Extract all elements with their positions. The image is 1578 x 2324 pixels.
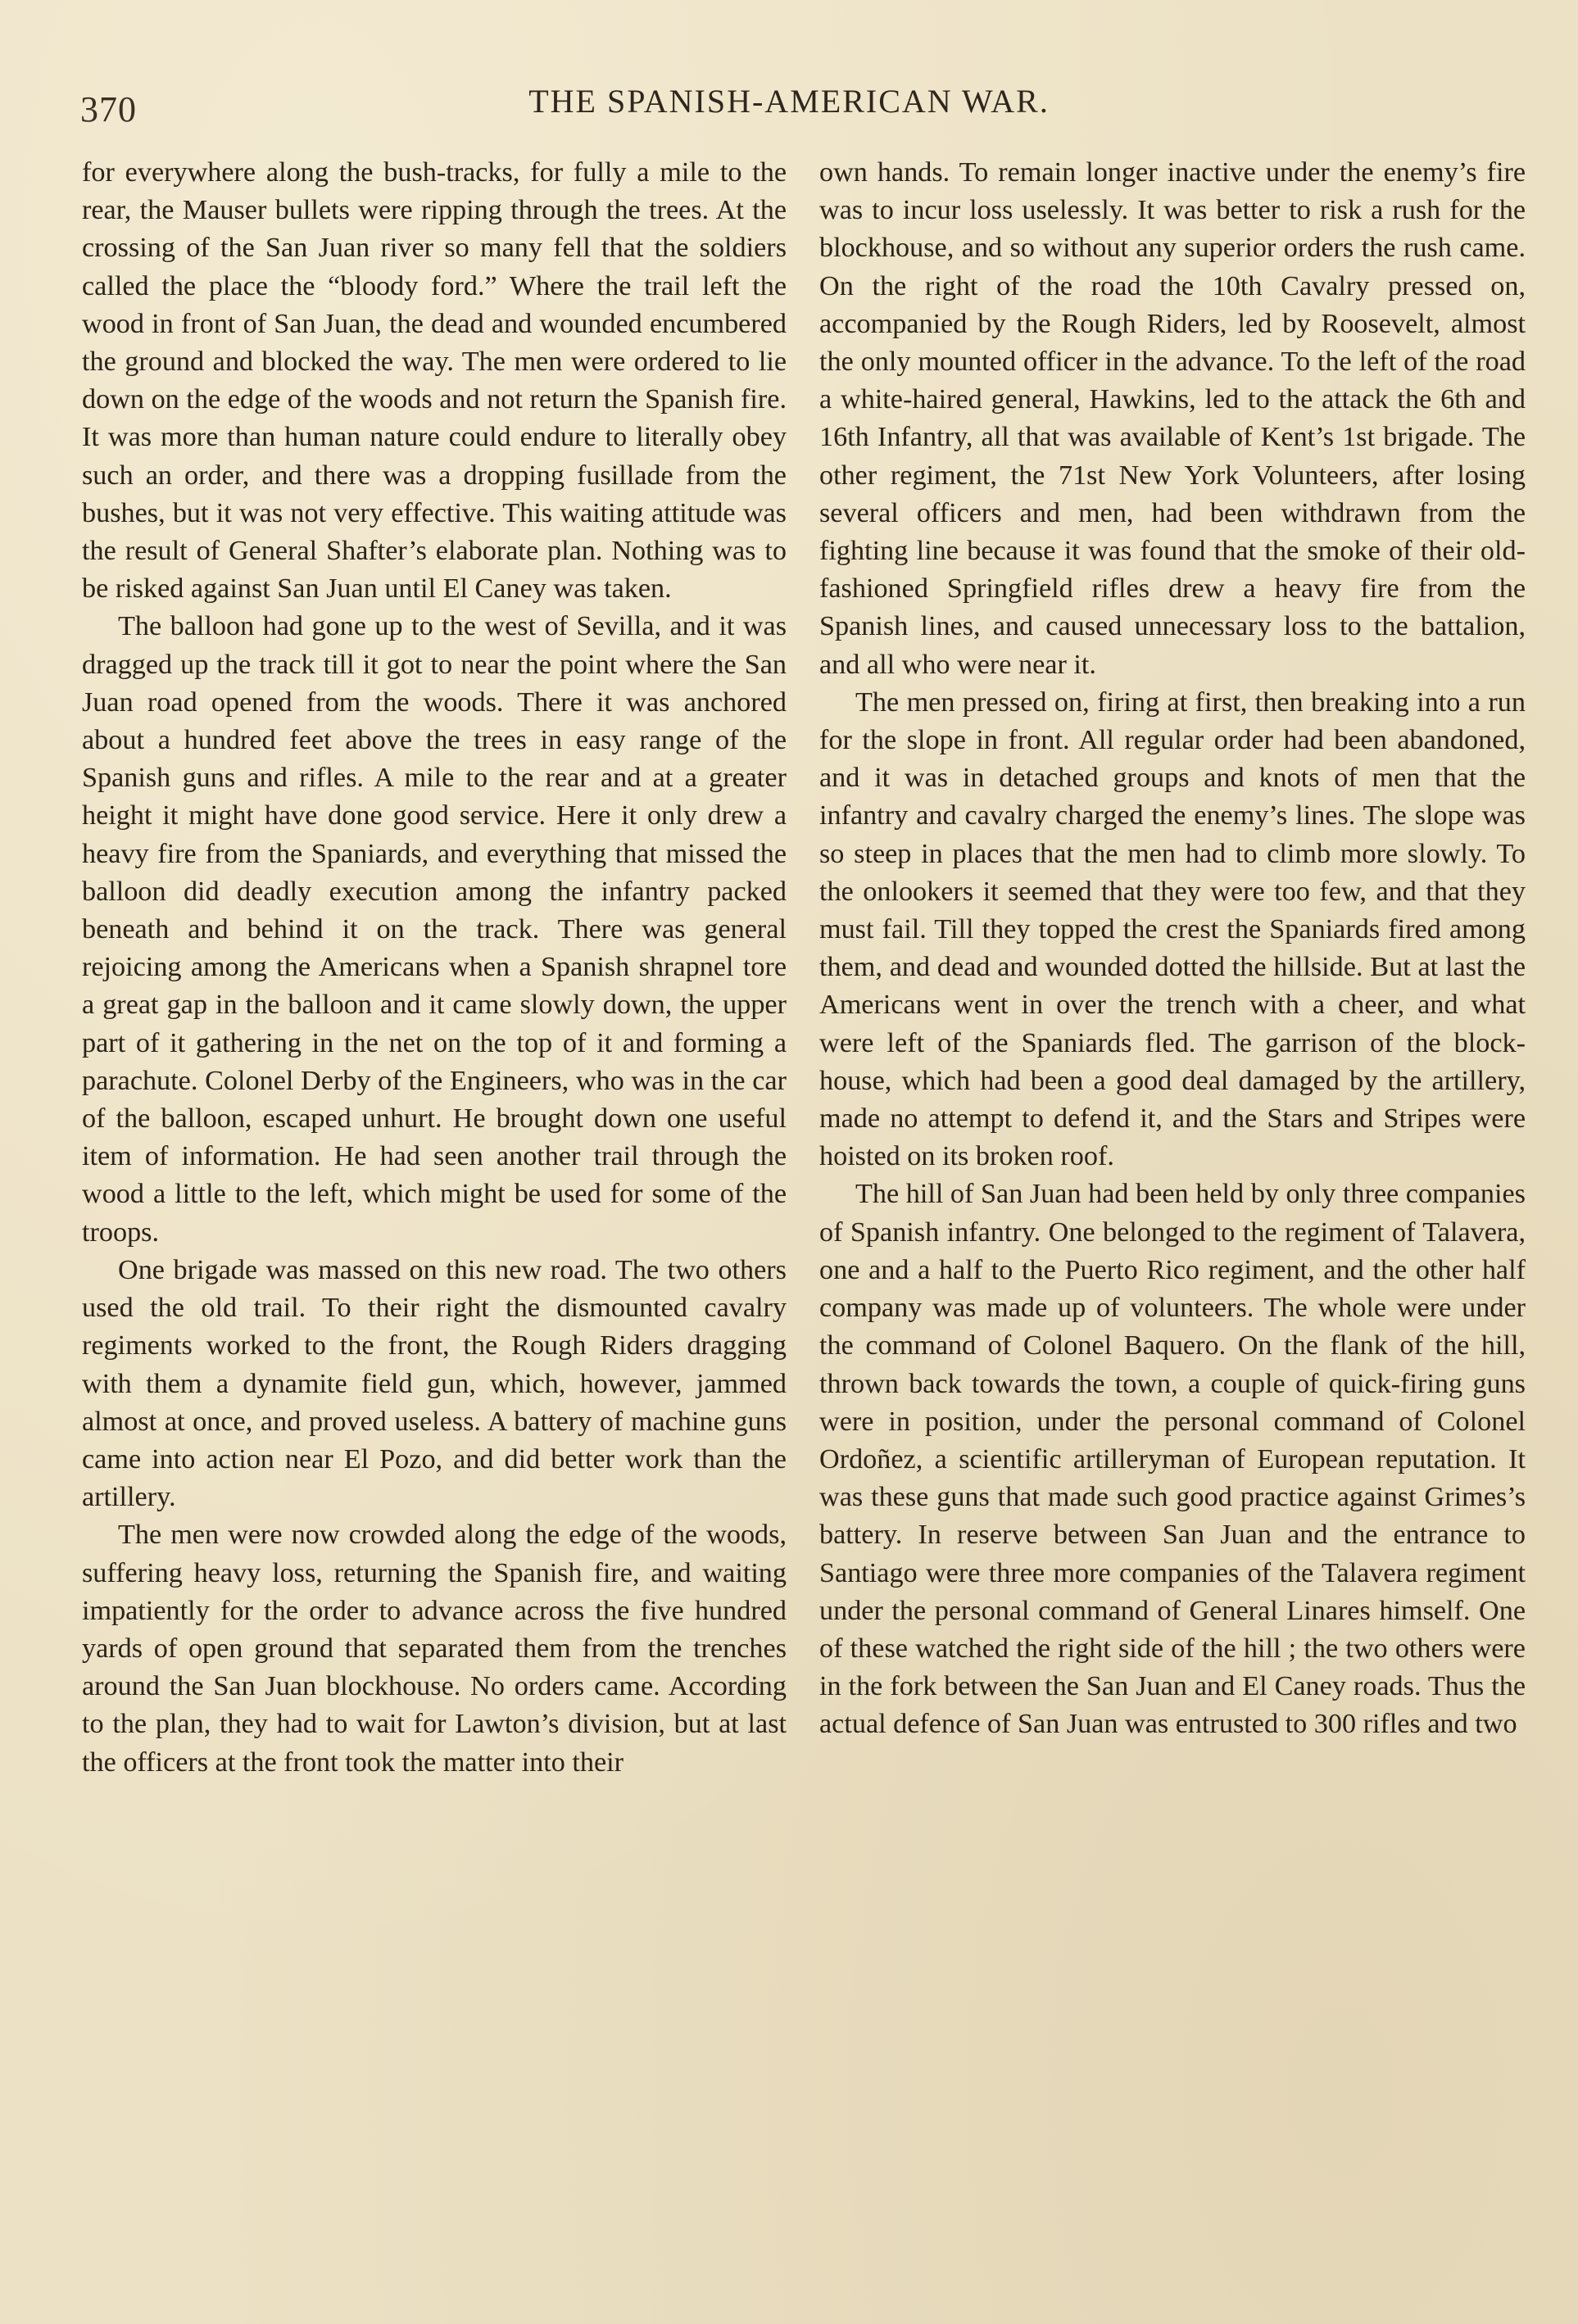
paragraph: The hill of San Juan had been held by only three companies of Spanish infantry. One belonged to the regiment of Talavera, one and a half to the Puerto Rico regiment, and the other half company was made up of volunteers. The whole were under the command of Colonel Baquero. On the flank of the hill, thrown back towards the town, a couple of quick-firing guns were in position, under the personal command of Colonel Ordoñez, a scientific artilleryman of European reputation. It was these guns that made such good practice against Grimes’s battery. In reserve between San Juan and the entrance to Santiago were three more companies of the Talavera regiment under the personal command of General Linares himself. One of these watched the right side of the hill ; the two others were in the fork between the San Juan and El Caney roads. Thus the actual defence of San Juan was entrusted to 300 rifles and two <box>819 1179 1526 1740</box>
right-column <box>819 154 1526 1744</box>
page-number: 370 <box>80 89 137 129</box>
paragraph: The men were now crowded along the edge of the woods, suffering heavy loss, returning the Spanish fire, and waiting impatiently for the order to advance across the five hundred yards of open ground that separated them from the trenches around the San Juan blockhouse. No orders came. According to the plan, they had to wait for Lawton’s division, but at last the officers at the front took the matter into their <box>82 1520 787 1778</box>
paragraph: The balloon had gone up to the west of Sevilla, and it was dragged up the track till it got to near the point where the San Juan road opened from the woods. There it was anchored about a hundred feet above the trees in easy range of the Spanish guns and rifles. A mile to the rear and at a greater height it might have done good service. Here it only drew a heavy fire from the Spaniards, and everything that missed the balloon did deadly execution among the infantry packed beneath and behind it on the track. There was general rejoicing among the Americans when a Spanish shrapnel tore a great gap in the balloon and it came slowly down, the upper part of it gathering in the net on the top of it and forming a parachute. Colonel Derby of the Engineers, who was in the car of the balloon, escaped unhurt. He brought down one useful item of information. He had seen another trail through the wood a little to the left, which might be used for some of the troops. <box>82 611 787 1248</box>
left-column <box>82 154 787 1782</box>
paragraph: for everywhere along the bush-tracks, for fully a mile to the rear, the Mauser bullets were ripping through the trees. At the crossing of the San Juan river so many fell that the soldiers called the place the “bloody ford.” Where the trail left the wood in front of San Juan, the dead and wounded encumbered the ground and blocked the way. The men were ordered to lie down on the edge of the woods and not return the Spanish fire. It was more than human nature could endure to literally obey such an order, and there was a dropping fusillade from the bushes, but it was not very effective. This waiting attitude was the result of General Shafter’s elaborate plan. Nothing was to be risked against San Juan until El Caney was taken. <box>82 157 787 605</box>
paragraph: The men pressed on, firing at first, then breaking into a run for the slope in front. All regular order had been abandoned, and it was in detached groups and knots of men that the infantry and cavalry charged the enemy’s lines. The slope was so steep in places that the men had to climb more slowly. To the onlookers it seemed that they were too few, and that they must fail. Till they topped the crest the Spaniards fired among them, and dead and wounded dotted the hillside. But at last the Americans went in over the trench with a cheer, and what were left of the Spaniards fled. The garrison of the blockhouse, which had been a good deal damaged by the artillery, made no attempt to defend it, and the Stars and Stripes were hoisted on its broken roof. <box>819 686 1526 1172</box>
running-title: THE SPANISH-AMERICAN WAR. <box>528 83 1050 120</box>
paragraph: One brigade was massed on this new road. The two others used the old trail. To their right the dismounted cavalry regiments worked to the front, the Rough Riders dragging with them a dynamite field gun, which, however, jammed almost at once, and proved useless. A battery of machine guns came into action near El Pozo, and did better work than the artillery. <box>82 1254 787 1513</box>
paragraph: own hands. To remain longer inactive under the enemy’s fire was to incur loss uselessly. It was better to risk a rush for the blockhouse, and so without any superior orders the rush came. On the right of the road the 10th Cavalry pressed on, accompanied by the Rough Riders, led by Roosevelt, almost the only mounted officer in the advance. To the left of the road a white-haired general, Hawkins, led to the attack the 6th and 16th Infantry, all that was available of Kent’s 1st brigade. The other regiment, the 71st New York Volunteers, after losing several officers and men, had been withdrawn from the fighting line because it was found that the smoke of their old-fashioned Springfield rifles drew a heavy fire from the Spanish lines, and caused unnecessary loss to the battalion, and all who were near it. <box>819 157 1526 680</box>
